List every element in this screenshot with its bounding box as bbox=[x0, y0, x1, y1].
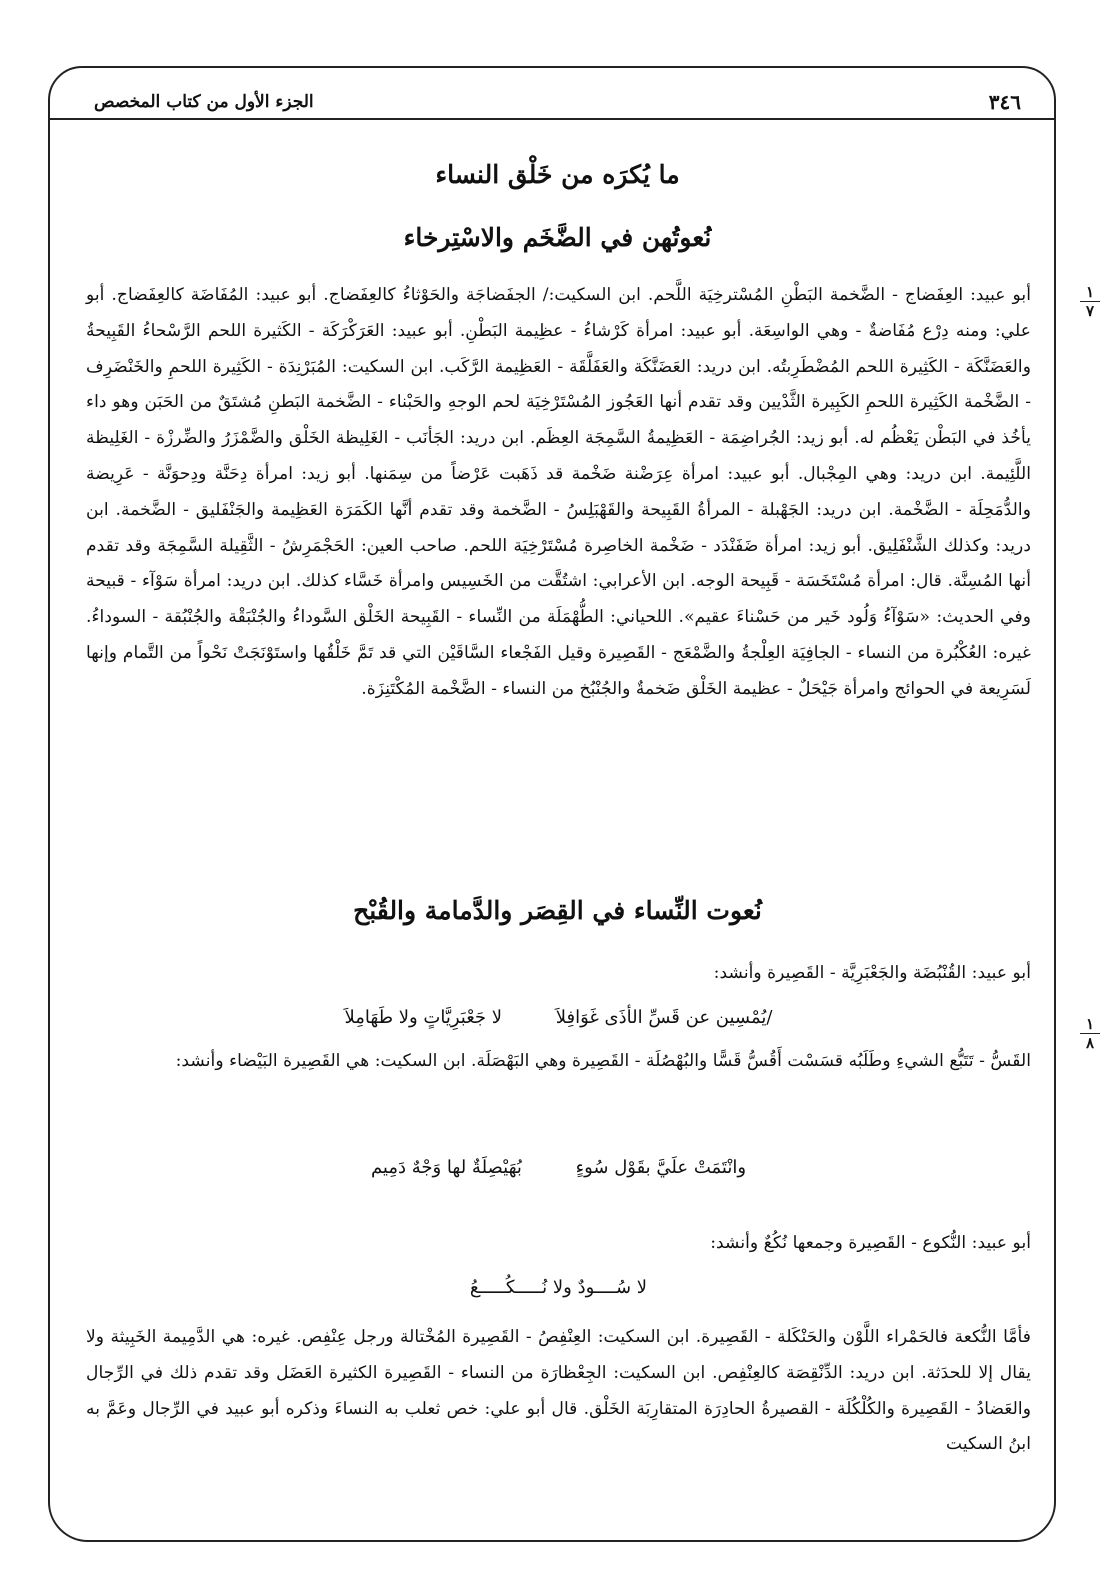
margin-reference-1-bottom: ٧ bbox=[1085, 302, 1095, 320]
margin-reference-1-top: ١ bbox=[1085, 283, 1095, 301]
verse-2-second-hemistich: بُهَيْصِلَةٌ لها وَجْهٌ دَمِيم bbox=[370, 1157, 522, 1178]
header-rule bbox=[48, 118, 1056, 120]
section-heading-1: نُعوتُهن في الضَّخَم والاسْتِرخاء bbox=[403, 223, 712, 252]
paragraph-5: فأمَّا النُّكعة فالحَمْراء اللَّوْن والحَنْكَلة - القَصِيرة. ابن السكيت: العِنْفِصُ - القَصِيرة المُخْتالة ورجل عِنْفِص. غيره: هي الدَّمِيمة الخَبِيثة ولا يقال إلا للحدَثة. ابن دريد: الدِّنْقِصَة كالعِنْفِص. ابن السكيت: الجِعْظارَة من النساء - القَصِيرة الكثيرة العَضَل وقد تقدم ذلك في الرِّجال والعَضادُ - القَصِيرة والكُلْكُلَة - القصيرةُ الحادِرَة المتقارِبَة الخَلْق. قال أبو علي: خص ثعلب به النساءَ وذكره أبو عبيد في الرِّجال وعَمَّ به ابنُ السكيت bbox=[86, 1327, 1031, 1455]
running-title: الجزء الأول من كتاب المخصص bbox=[94, 92, 314, 112]
margin-reference-2-top: ١ bbox=[1085, 1015, 1095, 1033]
verse-2-first-hemistich: وانْتَمَتْ علَيَّ بقَوْل سُوءٍ bbox=[575, 1157, 747, 1178]
verse-3 bbox=[86, 1272, 1031, 1304]
verse-2 bbox=[86, 1152, 1031, 1184]
verse-1-second-hemistich: لا جَعْبَرِيَّاتٍ ولا طَهَامِلاَ bbox=[344, 1007, 503, 1028]
margin-reference-2-bottom: ٨ bbox=[1085, 1034, 1095, 1052]
margin-reference-1 bbox=[1077, 284, 1103, 319]
page-number: ٣٤٦ bbox=[988, 90, 1021, 114]
paragraph-2: أبو عبيد: القُنْبُضَة والجَعْبَرِيَّة - القَصِيرة وأنشد: bbox=[713, 963, 1031, 983]
verse-1-first-hemistich: /يُمْسِين عن قَسِّ الأذَى غَوَافِلاَ bbox=[555, 1007, 773, 1028]
chapter-title: ما يُكرَه من خَلْق النساء bbox=[435, 160, 680, 189]
paragraph-3: القَسُّ - تَتَبُّع الشيءِ وطَلَبُه قسَسْت أَقُسُّ قَسًّا والبُهْصُلَة - القَصِيرة وهي البَهْصَلَة. ابن السكيت: هي القَصِيرة البَيْضاء وأنشد: bbox=[175, 1051, 1031, 1071]
paragraph-4: أبو عبيد: النُّكوع - القَصِيرة وجمعها نُكُعٌ وأنشد: bbox=[710, 1233, 1031, 1253]
margin-reference-2 bbox=[1077, 1016, 1103, 1051]
paragraph-1: أبو عبيد: العِفَضاج - الضَّخمة البَطْنِ المُسْترخِيَة اللَّحم. ابن السكيت:/ الجفَضاجَة والحَوْثاءُ كالعِفَضاج. أبو عبيد: المُفَاضَة كالعِفَضاج. أبو علي: ومنه دِرْع مُفَاضةٌ - وهي الواسِعَة. أبو عبيد: امرأة كَرْشاءُ - عظِيمة البَطْنِ. أبو عبيد: العَرَكْرَكَة - الكَثيرة اللحم الرَّسْحاءُ القَبِيحةُ والعَضَنَّكَة - الكَثِيرة اللحم المُضْطَرِبتُه. ابن دريد: العَضَنَّكَة والعَفَلَّقَة - العَظِيمة الرَّكَب. ابن السكيت: المُبَرْنِدَة - الكَثِيرة اللحمِ والخَنْضَرِف - الضَّخْمة الكَثِيرة اللحمِ الكَبِيرة الثَّدْيين وقد تقدم أنها العَجُوز المُسْتَرْخِيَة لحم الوجهِ والحَبْناء - الضَّخمة البَطنِ مُشتَقٌ من الحَبَن وهو داء يأخُذ في البَطْن يَعْظُم له. أبو زيد: الجُراضِمَة - العَظِيمةُ السَّمِجَة العِظَم. ابن دريد: الجَأنَب - الغَلِيظة الخَلْق والضَّمْزَرُ والضِّرزْة - الغَلِيظة اللَّئِيمة. ابن دريد: وهي المِجْبال. أبو عبيد: امرأة عِرَضْنة ضَخْمة قد ذَهَبت عَرْضاً من سِمَنها. أبو زيد: امرأة دِحَنَّة ودِحوَنَّة - عَرِيضة والدُّمَحِلَة - الضَّخْمة. ابن دريد: الجَهْبلة - المرأةُ القَبِيحة والقَهْبَلِسُ - الضَّخمة وقد تقدم أنَّها الكَمَرَة العَظِيمة والجَنْفَليق - الضَّخمة. ابن دريد: وكذلك الشَّنْفَلِيق. أبو زيد: امرأة ضَفَنْدَد - ضَخْمة الخاصِرة مُسْتَرْخِيَة اللحم. صاحب العين: الحَجْمَرِشُ - الثَّقِيلة السَّمِجَة وقد تقدم أنها المُسِنَّة. قال: امرأة مُسْتَخَسَة - قَبِيحة الوجه. ابن الأعرابي: اشتُقَّت من الخَسِيس وامرأة خَسَّاء كذلك. ابن دريد: امرأة سَوْآء - قبيحة وفي الحديث: «سَوْآءُ وَلُود خَير من حَسْناءَ عقيم». اللحياني: الطُّهْمَلَة من النِّساء - القَبِيحة الخَلْق السَّوداءُ والجُنْبَقْة والجُنْبُقة - السوداءُ. غيره: العُكْبُرة من النساء - الجافِيَة العِلْجةُ والضَّمْعَج - القَصِيرة وقيل الفَجْعاء السَّاقَيْن التي قد تَمَّ خَلْقُها واستَوْنَجَتْ نَحْواً من التَّمام وإنها لَسَرِيعة في الحوائج وامرأة جَيْحَلٌ - عظيمة الخَلْق ضَخمةٌ والجُنْبُخ من النساء - الضَّخْمة المُكْتَنِزَة. bbox=[86, 285, 1031, 699]
verse-3-line: لا سُــــودٌ ولا نُـــــكُـــــعُ bbox=[469, 1277, 648, 1298]
verse-1 bbox=[86, 1002, 1031, 1034]
section-heading-2: نُعوت النِّساء في القِصَر والدَّمامة والقُبْح bbox=[353, 896, 762, 925]
